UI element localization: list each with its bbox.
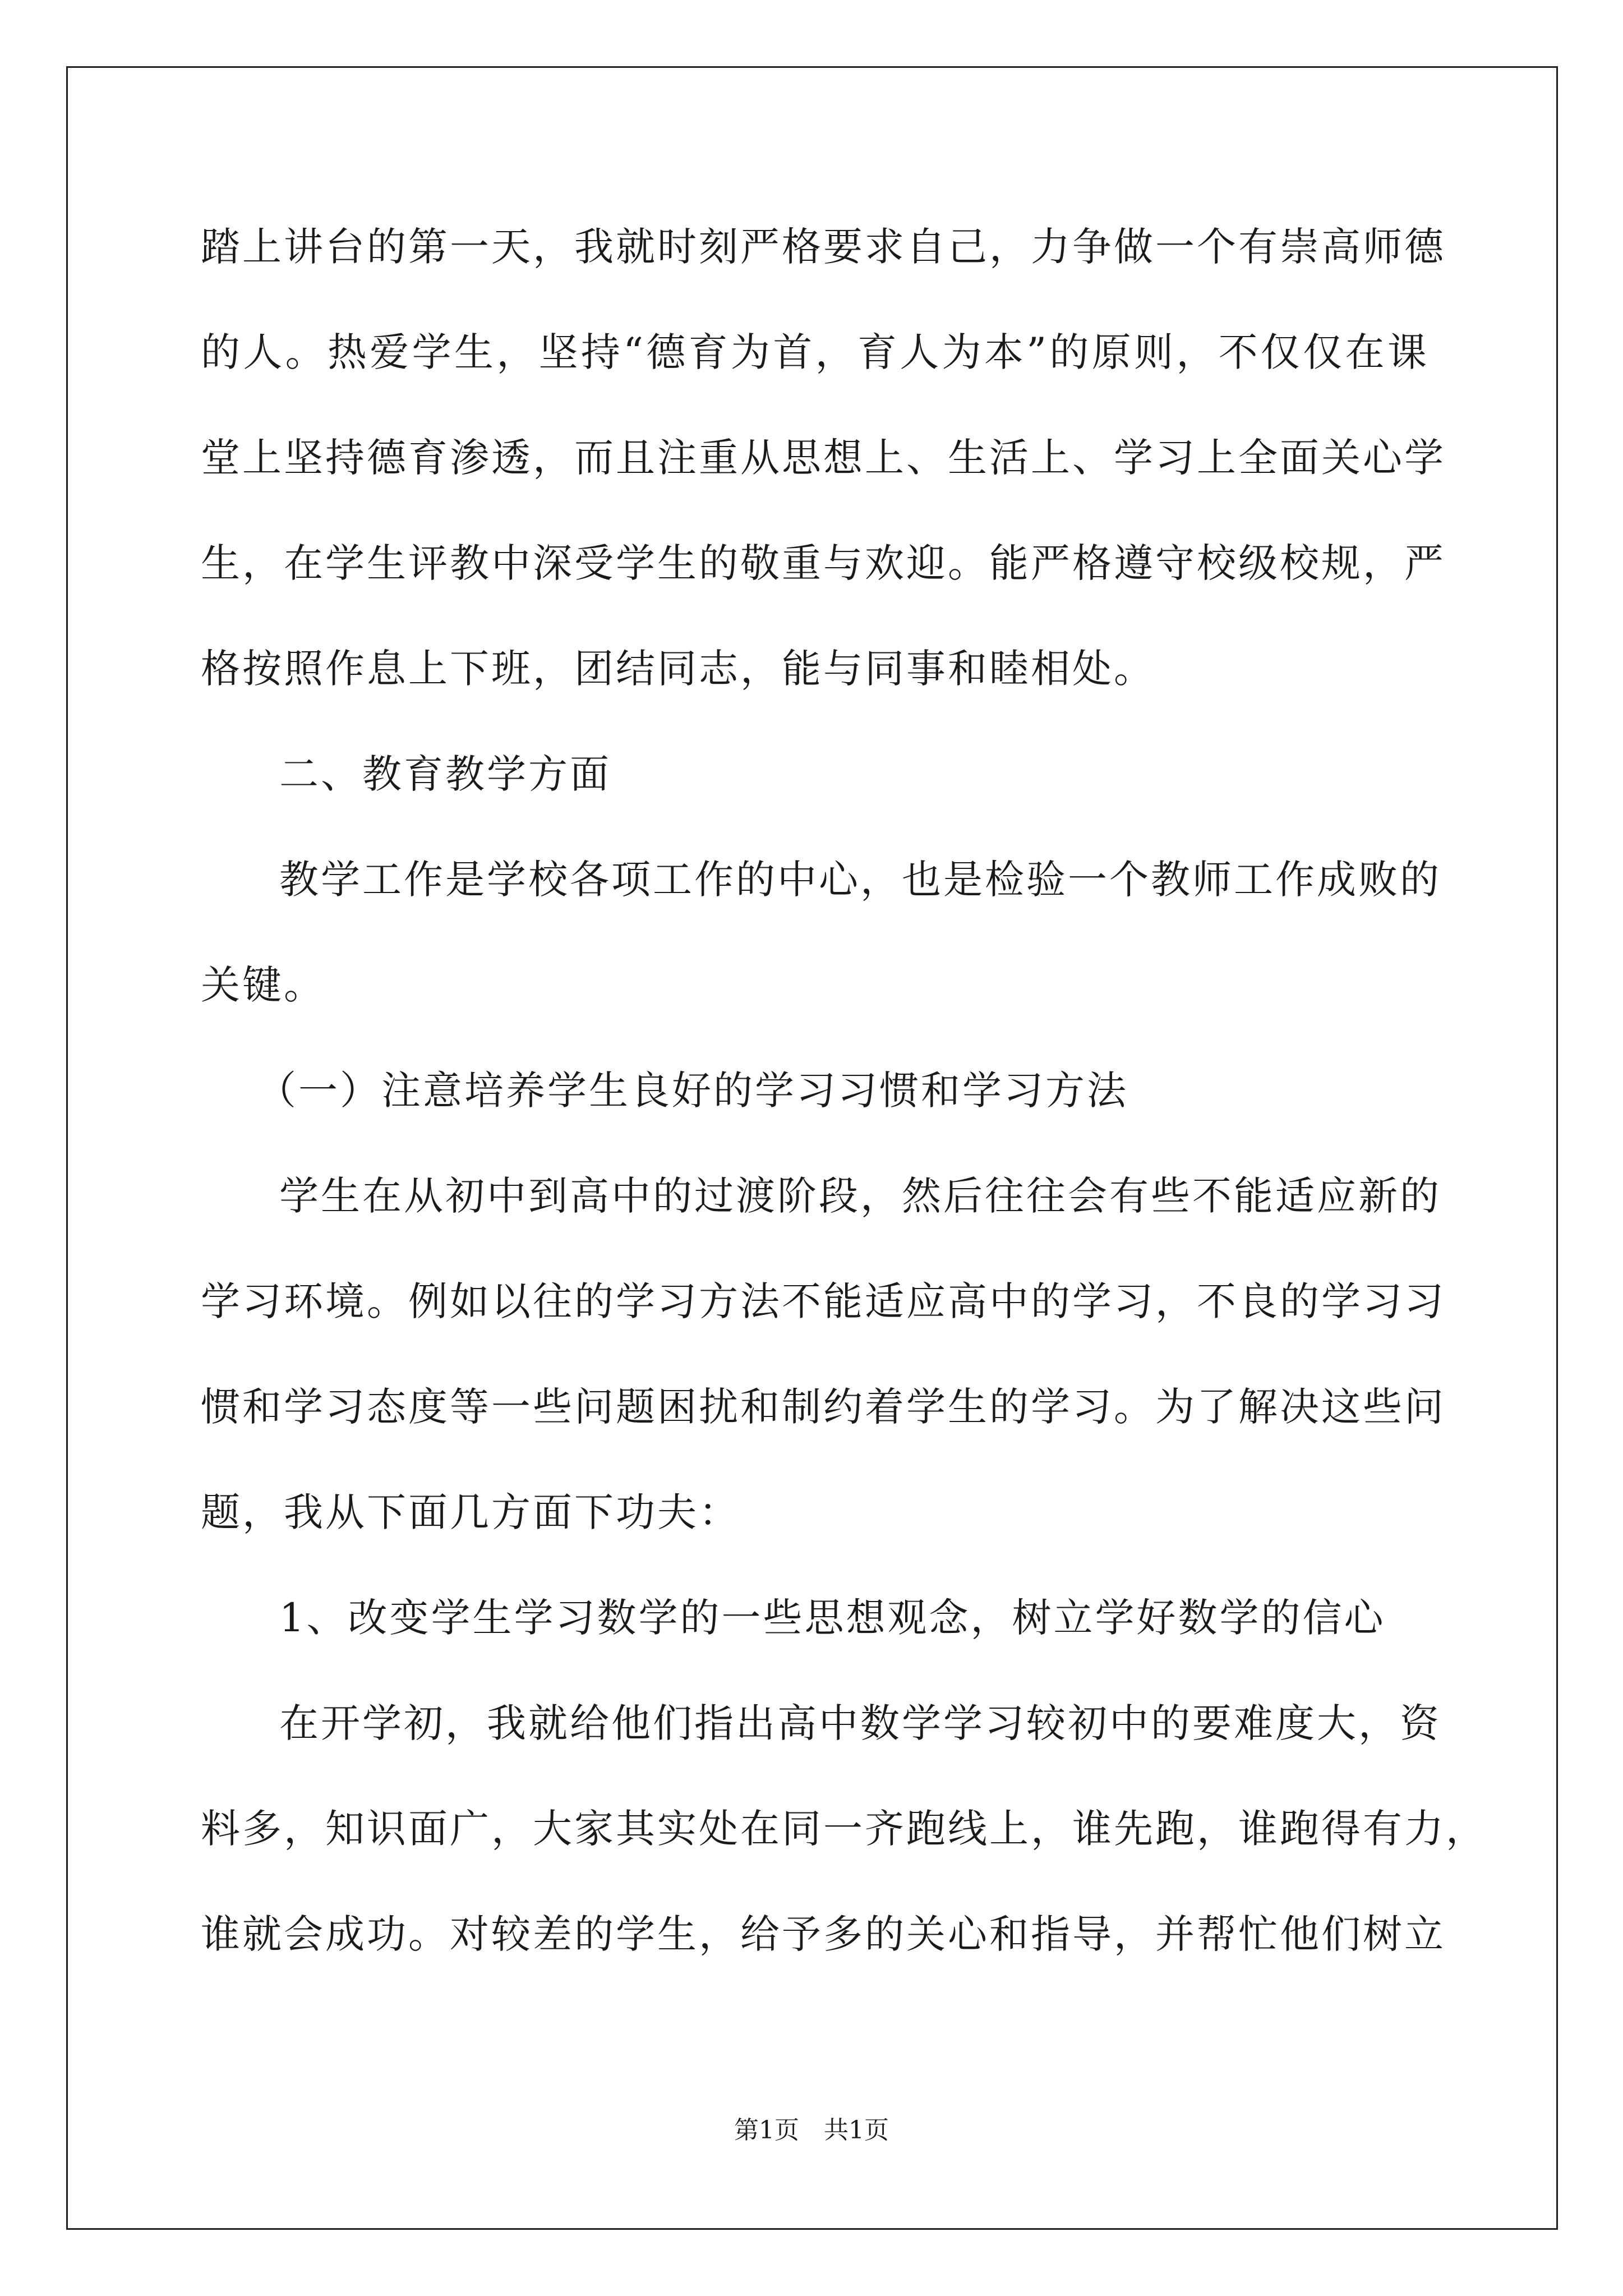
text-line: 料多，知识面广，大家其实处在同一齐跑线上，谁先跑，谁跑得有力， xyxy=(201,1806,1487,1852)
text-line: 关键。 xyxy=(201,962,325,1008)
text-line: 生，在学生评教中深受学生的敬重与欢迎。能严格遵守校级校规，严 xyxy=(201,540,1446,586)
text-line: 学生在从初中到高中的过渡阶段，然后往往会有些不能适应新的 xyxy=(279,1173,1441,1219)
text-line: 谁就会成功。对较差的学生，给予多的关心和指导，并帮忙他们树立 xyxy=(201,1911,1446,1957)
text-line: 惯和学习态度等一些问题困扰和制约着学生的学习。为了解决这些问 xyxy=(201,1384,1446,1430)
subsection-heading: （一）注意培养学生良好的学习习惯和学习方法 xyxy=(257,1068,1128,1114)
text-line: 堂上坚持德育渗透，而且注重从思想上、生活上、学习上全面关心学 xyxy=(201,435,1446,481)
text-line: 踏上讲台的第一天，我就时刻严格要求自己，力争做一个有崇高师德 xyxy=(201,224,1446,270)
page-footer: 第1页 共1页 xyxy=(734,2116,889,2145)
text-line: 在开学初，我就给他们指出高中数学学习较初中的要难度大，资 xyxy=(279,1700,1441,1746)
numbered-heading: 1、改变学生学习数学的一些思想观念，树立学好数学的信心 xyxy=(279,1595,1386,1641)
text-line: 的人。热爱学生，坚持“德育为首，育人为本”的原则，不仅仅在课 xyxy=(201,329,1429,375)
text-line: 教学工作是学校各项工作的中心，也是检验一个教师工作成败的 xyxy=(279,857,1441,903)
text-line: 格按照作息上下班，团结同志，能与同事和睦相处。 xyxy=(201,646,1155,692)
text-line: 题，我从下面几方面下功夫： xyxy=(201,1489,740,1535)
text-line: 学习环境。例如以往的学习方法不能适应高中的学习，不良的学习习 xyxy=(201,1278,1446,1324)
section-heading: 二、教育教学方面 xyxy=(279,751,611,797)
